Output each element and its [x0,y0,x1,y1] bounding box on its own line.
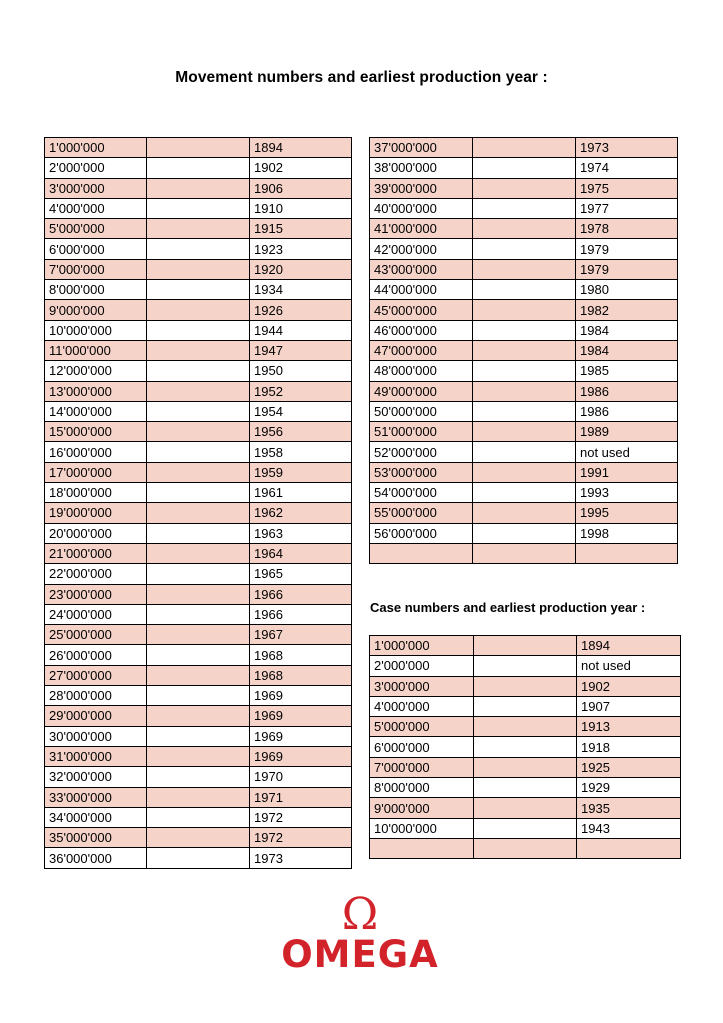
year-cell: 1972 [250,807,352,827]
table-row [370,503,678,523]
empty-cell [473,422,576,442]
empty-cell [147,219,250,239]
table-row [45,686,352,706]
empty-cell [147,604,250,624]
serial-number-cell: 5'000'000 [45,219,147,239]
table-row [370,838,681,858]
year-cell: 1982 [576,300,678,320]
year-cell: 1962 [250,503,352,523]
table-row [370,381,678,401]
table-row [370,523,678,543]
empty-cell [473,381,576,401]
empty-cell [474,717,577,737]
table-row [370,340,678,360]
page-title: Movement numbers and earliest production year : [175,69,548,86]
year-cell: 1974 [576,158,678,178]
case-section-title: Case numbers and earliest production year : [370,600,646,615]
empty-cell [147,320,250,340]
year-cell: 1986 [576,401,678,421]
empty-cell [473,340,576,360]
empty-cell [147,828,250,848]
year-cell: 1973 [250,848,352,868]
table-row [45,442,352,462]
serial-number-cell [370,838,474,858]
serial-number-cell: 45'000'000 [370,300,473,320]
empty-cell [474,696,577,716]
year-cell: 1959 [250,462,352,482]
serial-number-cell: 4'000'000 [370,696,474,716]
empty-cell [147,300,250,320]
table-row [370,401,678,421]
serial-number-cell: 56'000'000 [370,523,473,543]
table-row [370,462,678,482]
serial-number-cell: 49'000'000 [370,381,473,401]
year-cell: 1967 [250,625,352,645]
empty-cell [147,178,250,198]
table-row [45,219,352,239]
serial-number-cell: 2'000'000 [45,158,147,178]
empty-cell [473,138,576,158]
empty-cell [474,818,577,838]
empty-cell [473,219,576,239]
year-cell: 1902 [250,158,352,178]
table-row [45,340,352,360]
serial-number-cell: 4'000'000 [45,198,147,218]
serial-number-cell: 13'000'000 [45,381,147,401]
year-cell: 1944 [250,320,352,340]
serial-number-cell: 52'000'000 [370,442,473,462]
table-row [45,787,352,807]
serial-number-cell: 35'000'000 [45,828,147,848]
serial-number-cell: 46'000'000 [370,320,473,340]
serial-number-cell: 38'000'000 [370,158,473,178]
serial-number-cell: 23'000'000 [45,584,147,604]
serial-number-cell: 6'000'000 [370,737,474,757]
empty-cell [147,340,250,360]
serial-number-cell: 31'000'000 [45,746,147,766]
empty-cell [147,381,250,401]
serial-number-cell: 18'000'000 [45,483,147,503]
empty-cell [147,401,250,421]
year-cell: 1985 [576,361,678,381]
serial-number-cell: 39'000'000 [370,178,473,198]
serial-number-cell: 44'000'000 [370,280,473,300]
table-row [370,320,678,340]
year-cell: 1906 [250,178,352,198]
year-cell: not used [577,656,681,676]
year-cell: 1984 [576,320,678,340]
empty-cell [147,198,250,218]
table-row [370,280,678,300]
year-cell: not used [576,442,678,462]
serial-number-cell: 8'000'000 [370,778,474,798]
year-cell: 1954 [250,401,352,421]
year-cell: 1966 [250,584,352,604]
serial-number-cell: 2'000'000 [370,656,474,676]
table-row [370,178,678,198]
empty-cell [474,838,577,858]
year-cell: 1991 [576,462,678,482]
year-cell: 1958 [250,442,352,462]
serial-number-cell: 55'000'000 [370,503,473,523]
serial-number-cell: 17'000'000 [45,462,147,482]
table-row [370,300,678,320]
table-row [45,848,352,868]
table-row [45,767,352,787]
year-cell: 1920 [250,259,352,279]
serial-number-cell: 7'000'000 [370,757,474,777]
empty-cell [147,442,250,462]
empty-cell [473,158,576,178]
year-cell: 1971 [250,787,352,807]
serial-number-cell: 20'000'000 [45,523,147,543]
serial-number-cell: 24'000'000 [45,604,147,624]
empty-cell [147,483,250,503]
year-cell: 1989 [576,422,678,442]
serial-number-cell: 26'000'000 [45,645,147,665]
year-cell: 1964 [250,543,352,563]
empty-cell [473,361,576,381]
serial-number-cell: 11'000'000 [45,340,147,360]
omega-wordmark: OMEGA [281,933,439,976]
empty-cell [147,807,250,827]
serial-number-cell: 3'000'000 [370,676,474,696]
serial-number-cell: 48'000'000 [370,361,473,381]
serial-number-cell: 34'000'000 [45,807,147,827]
empty-cell [147,787,250,807]
table-row [45,259,352,279]
table-row [45,543,352,563]
serial-number-cell: 1'000'000 [370,636,474,656]
year-cell: 1963 [250,523,352,543]
table-row [45,381,352,401]
table-row [45,483,352,503]
year-cell: 1968 [250,645,352,665]
year-cell: 1984 [576,340,678,360]
serial-number-cell: 27'000'000 [45,665,147,685]
year-cell: 1923 [250,239,352,259]
table-row [370,798,681,818]
empty-cell [474,636,577,656]
empty-cell [147,259,250,279]
year-cell: 1969 [250,726,352,746]
year-cell [576,543,678,563]
empty-cell [473,198,576,218]
table-row [45,807,352,827]
table-row [370,483,678,503]
empty-cell [147,158,250,178]
serial-number-cell: 3'000'000 [45,178,147,198]
year-cell: 1968 [250,665,352,685]
year-cell: 1907 [577,696,681,716]
table-row [45,138,352,158]
year-cell: 1952 [250,381,352,401]
table-row [45,604,352,624]
table-row [370,259,678,279]
table-row [370,676,681,696]
omega-symbol-icon: Ω [341,889,379,940]
table-row [45,462,352,482]
table-row [45,726,352,746]
table-row [370,239,678,259]
serial-number-cell: 28'000'000 [45,686,147,706]
movement-table-right [369,137,678,564]
table-row [370,442,678,462]
serial-number-cell [370,543,473,563]
table-row [370,158,678,178]
empty-cell [147,523,250,543]
table-row [45,280,352,300]
year-cell: 1998 [576,523,678,543]
year-cell: 1965 [250,564,352,584]
table-row [45,320,352,340]
empty-cell [473,483,576,503]
table-row [45,198,352,218]
serial-number-cell: 53'000'000 [370,462,473,482]
year-cell: 1943 [577,818,681,838]
table-row [45,564,352,584]
empty-cell [474,798,577,818]
empty-cell [147,625,250,645]
year-cell: 1950 [250,361,352,381]
serial-number-cell: 36'000'000 [45,848,147,868]
table-row [370,422,678,442]
empty-cell [473,178,576,198]
table-row [45,523,352,543]
empty-cell [473,300,576,320]
serial-number-cell: 29'000'000 [45,706,147,726]
table-row [45,422,352,442]
year-cell: 1925 [577,757,681,777]
table-row [45,178,352,198]
serial-number-cell: 41'000'000 [370,219,473,239]
empty-cell [147,726,250,746]
omega-logo [260,889,460,976]
table-row [370,696,681,716]
table-row [370,757,681,777]
year-cell: 1979 [576,259,678,279]
case-table [369,635,681,859]
table-row [370,656,681,676]
empty-cell [147,280,250,300]
serial-number-cell: 40'000'000 [370,198,473,218]
year-cell: 1993 [576,483,678,503]
serial-number-cell: 7'000'000 [45,259,147,279]
table-row [45,625,352,645]
serial-number-cell: 8'000'000 [45,280,147,300]
serial-number-cell: 25'000'000 [45,625,147,645]
empty-cell [147,361,250,381]
movement-table-left [44,137,352,869]
empty-cell [147,543,250,563]
year-cell: 1929 [577,778,681,798]
empty-cell [147,746,250,766]
serial-number-cell: 43'000'000 [370,259,473,279]
empty-cell [147,239,250,259]
table-row [370,778,681,798]
table-row [370,818,681,838]
empty-cell [474,656,577,676]
serial-number-cell: 9'000'000 [370,798,474,818]
empty-cell [147,686,250,706]
year-cell: 1970 [250,767,352,787]
serial-number-cell: 14'000'000 [45,401,147,421]
empty-cell [473,280,576,300]
table-row [370,198,678,218]
empty-cell [473,503,576,523]
year-cell: 1980 [576,280,678,300]
year-cell: 1972 [250,828,352,848]
year-cell: 1969 [250,686,352,706]
empty-cell [473,259,576,279]
empty-cell [147,584,250,604]
serial-number-cell: 12'000'000 [45,361,147,381]
empty-cell [473,462,576,482]
empty-cell [474,778,577,798]
year-cell: 1961 [250,483,352,503]
empty-cell [147,706,250,726]
year-cell: 1935 [577,798,681,818]
year-cell: 1969 [250,706,352,726]
empty-cell [473,401,576,421]
serial-number-cell: 51'000'000 [370,422,473,442]
year-cell: 1956 [250,422,352,442]
empty-cell [147,645,250,665]
serial-number-cell: 22'000'000 [45,564,147,584]
serial-number-cell: 54'000'000 [370,483,473,503]
table-row [45,584,352,604]
empty-cell [147,138,250,158]
table-row [370,543,678,563]
year-cell [577,838,681,858]
year-cell: 1918 [577,737,681,757]
serial-number-cell: 37'000'000 [370,138,473,158]
year-cell: 1969 [250,746,352,766]
year-cell: 1966 [250,604,352,624]
serial-number-cell: 19'000'000 [45,503,147,523]
empty-cell [147,665,250,685]
empty-cell [473,320,576,340]
empty-cell [147,767,250,787]
year-cell: 1977 [576,198,678,218]
serial-number-cell: 50'000'000 [370,401,473,421]
serial-number-cell: 33'000'000 [45,787,147,807]
year-cell: 1986 [576,381,678,401]
empty-cell [473,442,576,462]
serial-number-cell: 6'000'000 [45,239,147,259]
serial-number-cell: 47'000'000 [370,340,473,360]
empty-cell [474,737,577,757]
table-row [370,636,681,656]
year-cell: 1979 [576,239,678,259]
table-row [45,158,352,178]
empty-cell [474,676,577,696]
table-row [370,138,678,158]
serial-number-cell: 10'000'000 [45,320,147,340]
table-row [45,746,352,766]
serial-number-cell: 10'000'000 [370,818,474,838]
year-cell: 1894 [577,636,681,656]
serial-number-cell: 32'000'000 [45,767,147,787]
table-row [45,239,352,259]
year-cell: 1915 [250,219,352,239]
table-row [370,737,681,757]
empty-cell [473,239,576,259]
year-cell: 1894 [250,138,352,158]
year-cell: 1926 [250,300,352,320]
serial-number-cell: 30'000'000 [45,726,147,746]
serial-number-cell: 1'000'000 [45,138,147,158]
year-cell: 1995 [576,503,678,523]
serial-number-cell: 21'000'000 [45,543,147,563]
table-row [370,717,681,737]
table-row [45,300,352,320]
empty-cell [147,462,250,482]
year-cell: 1913 [577,717,681,737]
serial-number-cell: 15'000'000 [45,422,147,442]
serial-number-cell: 16'000'000 [45,442,147,462]
empty-cell [473,523,576,543]
empty-cell [147,422,250,442]
year-cell: 1902 [577,676,681,696]
table-row [370,219,678,239]
year-cell: 1978 [576,219,678,239]
table-row [45,828,352,848]
table-row [45,665,352,685]
year-cell: 1975 [576,178,678,198]
table-row [45,645,352,665]
table-row [45,706,352,726]
table-row [45,401,352,421]
table-row [370,361,678,381]
year-cell: 1947 [250,340,352,360]
table-row [45,361,352,381]
year-cell: 1973 [576,138,678,158]
serial-number-cell: 42'000'000 [370,239,473,259]
serial-number-cell: 5'000'000 [370,717,474,737]
empty-cell [474,757,577,777]
table-row [45,503,352,523]
year-cell: 1934 [250,280,352,300]
empty-cell [147,848,250,868]
year-cell: 1910 [250,198,352,218]
empty-cell [147,564,250,584]
serial-number-cell: 9'000'000 [45,300,147,320]
empty-cell [473,543,576,563]
empty-cell [147,503,250,523]
